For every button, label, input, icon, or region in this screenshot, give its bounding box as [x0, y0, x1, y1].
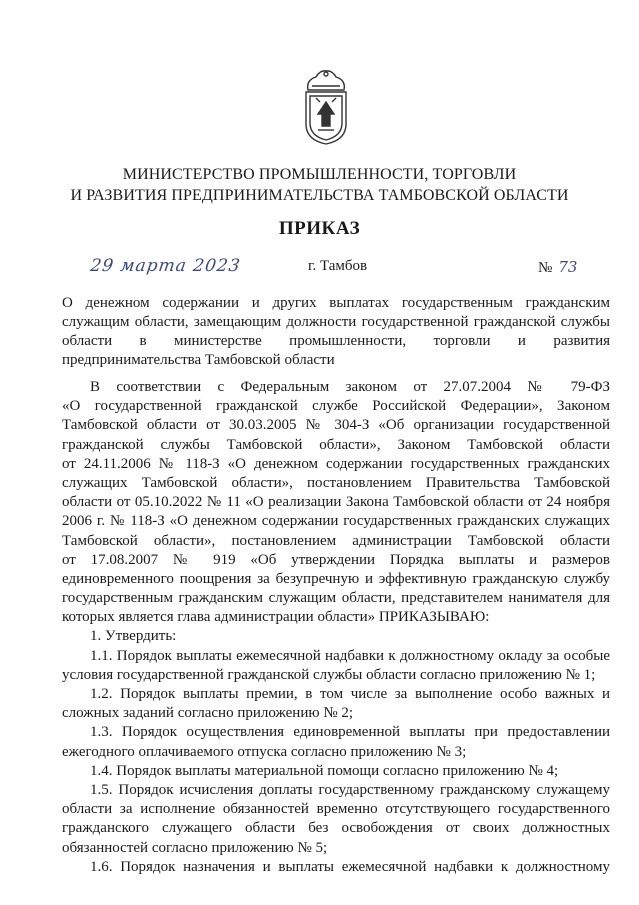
body-line: обязанностей согласно приложению № 5; [62, 839, 328, 856]
ministry-name [40, 164, 599, 206]
order-subject [62, 294, 610, 370]
body-line: 2006 г. № 118-З «О денежном содержании государственных гражданских служащих [62, 513, 610, 530]
order-number [538, 258, 577, 277]
body-line: области за исполнение обязанностей временно отсутствующего государственного [62, 801, 610, 818]
body-line: 1. Утвердить: [90, 628, 177, 645]
body-line: 1.3. Порядок осуществления единовременной выплаты при предоставлении [90, 724, 610, 741]
subject-line: предпринимательства Тамбовской области [62, 352, 335, 368]
body-line: гражданского служащего области без освобождения от своих должностных [62, 820, 610, 837]
body-line: от 17.08.2007 № 919 «Об утверждении Порядка выплаты и размеров [62, 551, 610, 568]
body-line: которых является глава администрации области» ПРИКАЗЫВАЮ: [62, 609, 490, 626]
order-date-handwritten: 29 марта 2023 [89, 256, 242, 276]
order-number-handwritten: 73 [558, 258, 578, 276]
body-line: «О государственной гражданской службе Российской Федерации», Законом [62, 398, 610, 415]
document-type-title: ПРИКАЗ [278, 218, 361, 239]
body-line: Тамбовской области», постановлением администрации Тамбовской области [62, 532, 610, 549]
body-line: 1.4. Порядок выплаты материальной помощи согласно приложению № 4; [90, 762, 559, 779]
body-line: 1.5. Порядок исчисления доплаты государственному гражданскому служащему [90, 781, 610, 798]
body-line: 1.6. Порядок назначения и выплаты ежемесячной надбавки к должностному [90, 858, 610, 875]
order-city: г. Тамбов [308, 258, 368, 274]
body-line: 1.1. Порядок выплаты ежемесячной надбавки к должностному окладу за особые [90, 647, 610, 664]
ministry-name-line2: И РАЗВИТИЯ ПРЕДПРИНИМАТЕЛЬСТВА ТАМБОВСКОЙ ОБЛАСТИ [70, 187, 569, 204]
body-line: сложных заданий согласно приложению № 2; [62, 705, 354, 722]
order-number-label: № [538, 260, 553, 276]
subject-line: О денежном содержании и других выплатах государственным гражданским [62, 295, 610, 311]
subject-line: области в министерстве промышленности, торговли и развития [62, 333, 610, 349]
order-body-text [62, 378, 610, 877]
body-line: служащих Тамбовской области», постановлением Правительства Тамбовской [62, 474, 610, 491]
body-line: единовременного поощрения за безупречную и эффективную гражданскую службу [62, 570, 610, 587]
body-line: государственным гражданским служащим области, представителем нанимателя для [62, 590, 610, 607]
body-line: области от 05.10.2022 № 11 «О реализации Закона Тамбовской области от 24 ноября [62, 494, 610, 511]
body-line: ежегодного оплачиваемого отпуска согласно приложению № 3; [62, 743, 467, 760]
subject-line: служащим области, замещающим должности государственной гражданской службы [62, 314, 610, 330]
ministry-name-line1: МИНИСТЕРСТВО ПРОМЫШЛЕННОСТИ, ТОРГОВЛИ [122, 166, 517, 183]
body-line: условия государственной гражданской службы области согласно приложению № 1; [62, 666, 596, 683]
body-line: гражданской службы Тамбовской области», Законом Тамбовской области [62, 436, 610, 453]
tambov-coat-of-arms-icon [298, 68, 354, 146]
body-line: Тамбовской области от 30.03.2005 № 304-З «Об организации государственной [62, 417, 610, 434]
body-line: В соответствии с Федеральным законом от 27.07.2004 № 79-ФЗ [90, 379, 610, 395]
body-line: 1.2. Порядок выплаты премии, в том числе за выполнение особо важных и [90, 686, 610, 702]
body-line: от 24.11.2006 № 118-З «О денежном содержании государственных гражданских [62, 455, 610, 472]
